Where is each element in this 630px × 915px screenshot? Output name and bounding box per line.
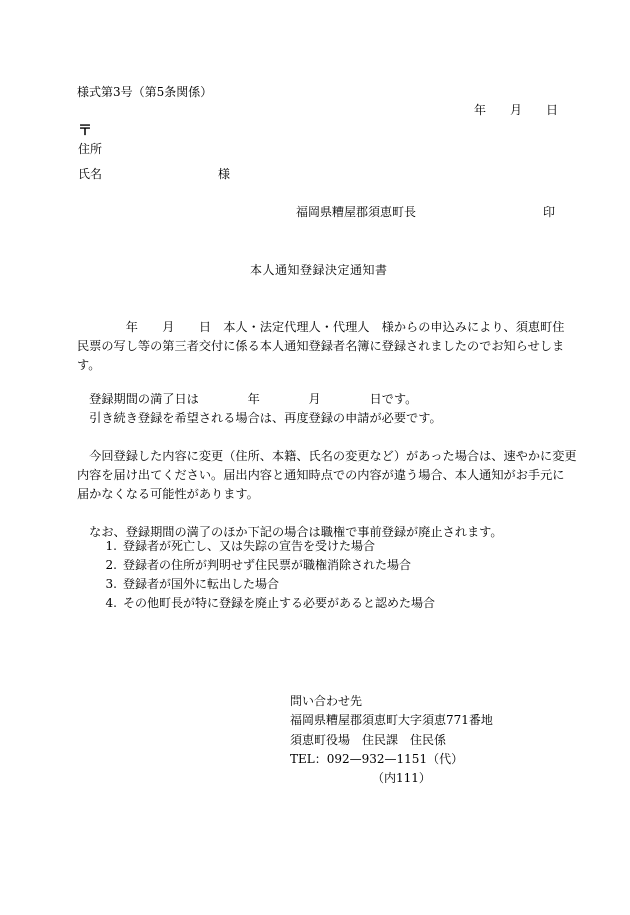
intro-line: 民票の写し等の第三者交付に係る本人通知登録者名簿に登録されましたのでお知らせしま — [77, 339, 565, 353]
contact-extension: （内111） — [372, 771, 431, 785]
period-line: 登録期間の満了日は 年 月 日です。 — [77, 392, 418, 406]
change-line: 届かなくなる可能性があります。 — [77, 487, 259, 501]
condition-number: 3. — [105, 577, 117, 591]
contact-heading: 問い合わせ先 — [290, 694, 363, 708]
intro-paragraph — [77, 318, 565, 375]
contact-office: 須恵町役場 住民課 住民係 — [290, 733, 447, 747]
document-title: 本人通知登録決定通知書 — [250, 263, 388, 277]
issuer-name: 福岡県糟屋郡須恵町長 — [296, 205, 417, 219]
contact-tel: TEL：092—932—1151（代） — [290, 752, 464, 766]
condition-item — [97, 537, 435, 556]
form-number: 様式第3号（第5条関係） — [77, 85, 213, 99]
condition-item — [97, 594, 435, 613]
condition-item — [97, 575, 435, 594]
condition-number: 2. — [105, 558, 117, 572]
condition-text: 登録者が死亡し、又は失踪の宣告を受けた場合 — [123, 539, 376, 553]
seal-mark: 印 — [543, 205, 556, 219]
change-paragraph — [77, 447, 577, 504]
renew-line: 引き続き登録を希望される場合は、再度登録の申請が必要です。 — [77, 411, 442, 425]
condition-text: 登録者の住所が判明せず住民票が職権消除された場合 — [123, 558, 412, 572]
period-paragraph — [77, 390, 555, 428]
name-label: 氏名 — [78, 167, 103, 181]
change-line: 内容を届け出てください。届出内容と通知時点での内容が違う場合、本人通知がお手元に — [77, 468, 565, 482]
condition-text: その他町長が特に登録を廃止する必要があると認めた場合 — [123, 596, 436, 610]
postal-mark: 〒 — [78, 123, 92, 139]
honorific: 様 — [218, 167, 231, 181]
condition-number: 1. — [105, 539, 117, 553]
intro-line: 年 月 日 本人・法定代理人・代理人 様からの申込みにより、須恵町住 — [77, 320, 565, 334]
change-line: 今回登録した内容に変更（住所、本籍、氏名の変更など）があった場合は、速やかに変更 — [77, 449, 577, 463]
address-label: 住所 — [78, 142, 103, 156]
date-fields: 年 月 日 — [474, 103, 559, 117]
abolish-intro-line: なお、登録期間の満了のほか下記の場合は職権で事前登録が廃止されます。 — [77, 525, 503, 539]
intro-line: す。 — [77, 358, 101, 372]
condition-list — [97, 537, 435, 613]
contact-address: 福岡県糟屋郡須恵町大字須恵771番地 — [290, 713, 493, 727]
condition-item — [97, 556, 435, 575]
condition-number: 4. — [105, 596, 117, 610]
condition-text: 登録者が国外に転出した場合 — [123, 577, 280, 591]
